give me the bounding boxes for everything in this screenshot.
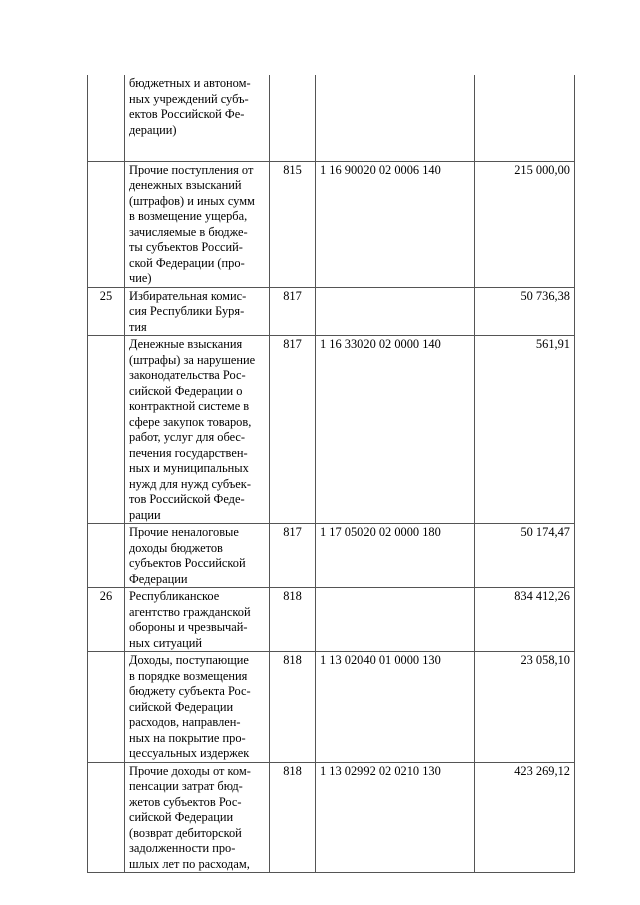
cell-text: 26 xyxy=(99,589,113,603)
amount-cell xyxy=(475,652,575,763)
revenue-table xyxy=(87,75,575,873)
item-name-cell xyxy=(125,524,270,588)
budget-code-cell xyxy=(316,652,475,763)
table-row xyxy=(88,762,575,873)
table-row xyxy=(88,161,575,287)
budget-code-cell xyxy=(316,524,475,588)
admin-code-cell xyxy=(270,287,316,336)
budget-code-cell xyxy=(316,762,475,873)
cell-text: 50 736,38 xyxy=(520,288,570,303)
cell-text: 817 xyxy=(283,337,302,351)
cell-text: Доходы, поступающие в порядке возмещения бюджету субъекта Рос- сийской Федерации расходов, направлен- ных на покрытие про- цессуальных издержек xyxy=(129,653,251,760)
item-name-cell xyxy=(125,588,270,652)
row-number-cell xyxy=(88,588,125,652)
row-number-cell xyxy=(88,161,125,287)
amount-cell xyxy=(475,762,575,873)
cell-text: Избирательная комис- сия Республики Буря- тия xyxy=(129,288,247,334)
admin-code-cell xyxy=(270,75,316,161)
cell-text: 818 xyxy=(283,589,302,603)
amount-cell xyxy=(475,524,575,588)
cell-text: бюджетных и автоном- ных учреждений субъ- ектов Российской Фе- дерации) xyxy=(129,76,251,137)
row-number-cell xyxy=(88,336,125,524)
cell-text: Прочие доходы от ком- пенсации затрат бюд- жетов субъектов Рос- сийской Федерации (возврат дебиторской задолженности про- шлых лет по расходам, xyxy=(129,763,251,871)
table-row xyxy=(88,588,575,652)
table-row xyxy=(88,524,575,588)
budget-code-cell xyxy=(316,287,475,336)
cell-text: Прочие неналоговые доходы бюджетов субъектов Российской Федерации xyxy=(129,525,246,586)
cell-text: 834 412,26 xyxy=(514,589,570,603)
cell-text: 1 17 05020 02 0000 180 xyxy=(320,525,441,539)
cell-text: 818 xyxy=(283,653,302,667)
row-number-cell xyxy=(88,762,125,873)
row-number-cell xyxy=(88,75,125,161)
row-number-cell xyxy=(88,287,125,336)
cell-text: 817 xyxy=(283,525,302,539)
admin-code-cell xyxy=(270,588,316,652)
cell-text: 817 xyxy=(283,288,302,303)
cell-text: 1 16 33020 02 0000 140 xyxy=(320,337,441,351)
budget-code-cell xyxy=(316,161,475,287)
admin-code-cell xyxy=(270,652,316,763)
cell-text: Денежные взыскания (штрафы) за нарушение законодательства Рос- сийской Федерации о контрактной системе в сфере закупок товаров, работ, услуг для обес- печения государствен- ных и муниципальных нужд для нужд субъек- тов Российской Феде- рации xyxy=(129,337,256,522)
row-number-cell xyxy=(88,652,125,763)
amount-cell xyxy=(475,161,575,287)
cell-text: 25 xyxy=(99,288,113,303)
row-number-cell xyxy=(88,524,125,588)
cell-text: 818 xyxy=(283,763,302,778)
budget-code-cell xyxy=(316,588,475,652)
item-name-cell xyxy=(125,652,270,763)
cell-text: 1 13 02992 02 0210 130 xyxy=(320,763,441,778)
item-name-cell xyxy=(125,161,270,287)
table-row xyxy=(88,75,575,161)
item-name-cell xyxy=(125,75,270,161)
cell-text: 815 xyxy=(283,162,302,177)
table-row xyxy=(88,336,575,524)
admin-code-cell xyxy=(270,762,316,873)
amount-cell xyxy=(475,336,575,524)
amount-cell xyxy=(475,287,575,336)
amount-cell xyxy=(475,75,575,161)
cell-text: 50 174,47 xyxy=(520,525,570,539)
cell-text: 215 000,00 xyxy=(514,162,570,177)
budget-code-cell xyxy=(316,75,475,161)
item-name-cell xyxy=(125,336,270,524)
admin-code-cell xyxy=(270,336,316,524)
cell-text: 423 269,12 xyxy=(514,763,570,778)
table-row xyxy=(88,287,575,336)
budget-code-cell xyxy=(316,336,475,524)
admin-code-cell xyxy=(270,161,316,287)
cell-text: 561,91 xyxy=(535,337,570,351)
cell-text: 23 058,10 xyxy=(520,653,570,667)
admin-code-cell xyxy=(270,524,316,588)
revenue-table-body xyxy=(88,75,575,873)
table-row xyxy=(88,652,575,763)
item-name-cell xyxy=(125,762,270,873)
cell-text: 1 16 90020 02 0006 140 xyxy=(320,162,441,177)
cell-text: Прочие поступления от денежных взысканий (штрафов) и иных сумм в возмещение ущерба, зачисляемые в бюдже- ты субъектов Россий- ской Федерации (про- чие) xyxy=(129,162,255,285)
cell-text: 1 13 02040 01 0000 130 xyxy=(320,653,441,667)
item-name-cell xyxy=(125,287,270,336)
cell-text: Республиканское агентство гражданской обороны и чрезвычай- ных ситуаций xyxy=(129,589,251,650)
amount-cell xyxy=(475,588,575,652)
